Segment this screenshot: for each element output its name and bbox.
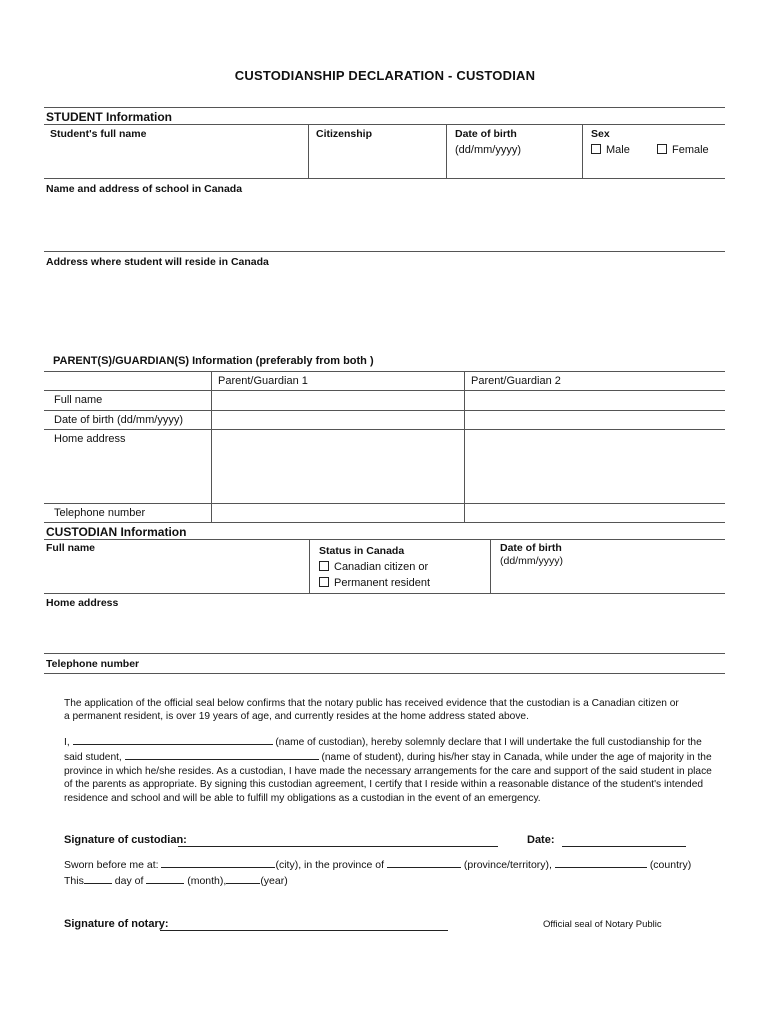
divider xyxy=(44,503,725,504)
checkbox-icon xyxy=(319,561,329,571)
custodian-home-address-label: Home address xyxy=(46,597,119,609)
sworn-before-label: Sworn before me at: xyxy=(64,859,159,871)
date-label: Date: xyxy=(527,834,555,846)
parent-row-label: Telephone number xyxy=(54,507,146,519)
residence-field[interactable] xyxy=(46,271,724,351)
parent2-header: Parent/Guardian 2 xyxy=(471,375,561,387)
student-section-heading: STUDENT Information xyxy=(46,110,172,124)
divider xyxy=(464,371,465,522)
divider xyxy=(309,539,310,593)
city-blank[interactable] xyxy=(161,857,275,868)
parent2-address-field[interactable] xyxy=(466,431,724,501)
student-dob-label: Date of birth xyxy=(455,128,517,140)
province-label: (province/territory), xyxy=(463,859,552,871)
this-label: This xyxy=(64,875,84,887)
parent1-full-name-field[interactable] xyxy=(213,392,462,409)
checkbox-icon xyxy=(319,577,329,587)
parent1-header: Parent/Guardian 1 xyxy=(218,375,308,387)
divider xyxy=(44,429,725,430)
declaration-i: I, xyxy=(64,737,70,748)
custodian-telephone-label: Telephone number xyxy=(46,658,140,670)
declaration-line: residence and school and will be able to fulfill my obligations as a custodian in the event of an emergency. xyxy=(64,792,541,804)
citizenship-label: Citizenship xyxy=(316,128,373,140)
checkbox-icon xyxy=(591,144,601,154)
custodian-dob-format: (dd/mm/yyyy) xyxy=(500,555,563,567)
divider xyxy=(44,653,725,654)
custodian-signature-label: Signature of custodian: xyxy=(64,834,187,846)
declaration-text: (name of custodian), hereby solemnly declare that I will undertake the full custodianship for the xyxy=(275,737,702,748)
student-dob-format: (dd/mm/yyyy) xyxy=(455,144,521,156)
canadian-citizen-checkbox[interactable] xyxy=(319,561,428,573)
divider xyxy=(308,124,309,178)
month-label: (month), xyxy=(187,875,227,887)
citizenship-field[interactable] xyxy=(312,142,442,174)
divider xyxy=(44,178,725,179)
day-blank[interactable] xyxy=(84,873,112,884)
province-blank[interactable] xyxy=(387,857,461,868)
declaration-line: province in which he/she resides. As a custodian, I have made the necessary arrangements for the care and support of the said student in place xyxy=(64,765,712,777)
divider xyxy=(44,390,725,391)
residence-label: Address where student will reside in Canada xyxy=(46,256,269,268)
parent-row-label: Date of birth (dd/mm/yyyy) xyxy=(54,414,183,426)
declaration-text: (name of student), during his/her stay in Canada, while under the age of majority in the xyxy=(321,752,712,764)
day-of-label: day of xyxy=(114,875,144,887)
divider xyxy=(44,539,725,540)
declaration-paragraph xyxy=(64,734,724,805)
seal-paragraph xyxy=(64,697,724,724)
custodian-signature-field[interactable] xyxy=(178,833,498,847)
custodian-full-name-label: Full name xyxy=(46,542,96,554)
custodian-dob-label: Date of birth xyxy=(500,542,562,554)
custodian-home-address-field[interactable] xyxy=(46,612,724,650)
parent-row-label: Full name xyxy=(54,394,103,406)
date-sworn-line xyxy=(64,873,288,887)
date-field[interactable] xyxy=(562,833,686,847)
permanent-resident-checkbox[interactable] xyxy=(319,577,430,589)
declaration-line xyxy=(64,749,724,764)
student-full-name-field[interactable] xyxy=(50,142,304,174)
declaration-line xyxy=(64,734,724,749)
notary-signature-field[interactable] xyxy=(160,917,448,931)
divider xyxy=(582,124,583,178)
student-full-name-label: Student's full name xyxy=(50,128,147,140)
year-blank[interactable] xyxy=(226,873,260,884)
divider xyxy=(44,107,725,108)
status-label: Status in Canada xyxy=(319,545,405,557)
parent1-address-field[interactable] xyxy=(213,431,462,501)
custodian-full-name-field[interactable] xyxy=(46,556,304,590)
notary-signature-label: Signature of notary: xyxy=(64,918,169,930)
declaration-line: of the parents as appropriate. By signing this custodian agreement, I certify that I reside within a reasonable distance of the student's intended xyxy=(64,779,704,791)
parent1-telephone-field[interactable] xyxy=(213,505,462,521)
canadian-citizen-label: Canadian citizen or xyxy=(334,561,429,573)
city-label: (city), in the province of xyxy=(275,859,385,871)
month-blank[interactable] xyxy=(146,873,184,884)
female-label: Female xyxy=(672,144,709,156)
divider xyxy=(44,124,725,125)
student-name-blank[interactable] xyxy=(125,749,319,760)
male-label: Male xyxy=(606,144,630,156)
school-label: Name and address of school in Canada xyxy=(46,183,243,195)
divider xyxy=(446,124,447,178)
school-field[interactable] xyxy=(46,198,724,248)
custodian-name-blank[interactable] xyxy=(73,734,273,745)
country-blank[interactable] xyxy=(555,857,647,868)
custodian-telephone-field[interactable] xyxy=(180,656,724,672)
divider xyxy=(211,371,212,522)
divider xyxy=(44,371,725,372)
permanent-resident-label: Permanent resident xyxy=(334,577,430,589)
parent2-dob-field[interactable] xyxy=(466,411,724,428)
divider xyxy=(490,539,491,593)
notary-seal-label: Official seal of Notary Public xyxy=(543,919,662,930)
seal-paragraph-line: a permanent resident, is over 19 years of age, and currently resides at the home address stated above. xyxy=(64,711,529,723)
page-title: CUSTODIANSHIP DECLARATION - CUSTODIAN xyxy=(234,68,536,83)
seal-paragraph-line: The application of the official seal below confirms that the notary public has received evidence that the custodian is a Canadian citizen or xyxy=(64,698,679,709)
sex-label: Sex xyxy=(591,128,610,140)
parent-row-label: Home address xyxy=(54,433,126,445)
divider xyxy=(44,593,725,594)
divider xyxy=(44,251,725,252)
checkbox-icon xyxy=(657,144,667,154)
parent1-dob-field[interactable] xyxy=(213,411,462,428)
country-label: (country) xyxy=(649,859,692,871)
parent2-full-name-field[interactable] xyxy=(466,392,724,409)
declaration-said-student: said student, xyxy=(64,752,122,764)
sworn-line xyxy=(64,857,691,871)
male-checkbox[interactable] xyxy=(591,144,630,156)
parents-section-heading: PARENT(S)/GUARDIAN(S) Information (preferably from both ) xyxy=(53,355,374,367)
divider xyxy=(44,673,725,674)
custodian-section-heading: CUSTODIAN Information xyxy=(46,525,187,539)
parent2-telephone-field[interactable] xyxy=(466,505,724,521)
female-checkbox[interactable] xyxy=(657,144,709,156)
year-label: (year) xyxy=(260,875,288,887)
divider xyxy=(44,522,725,523)
